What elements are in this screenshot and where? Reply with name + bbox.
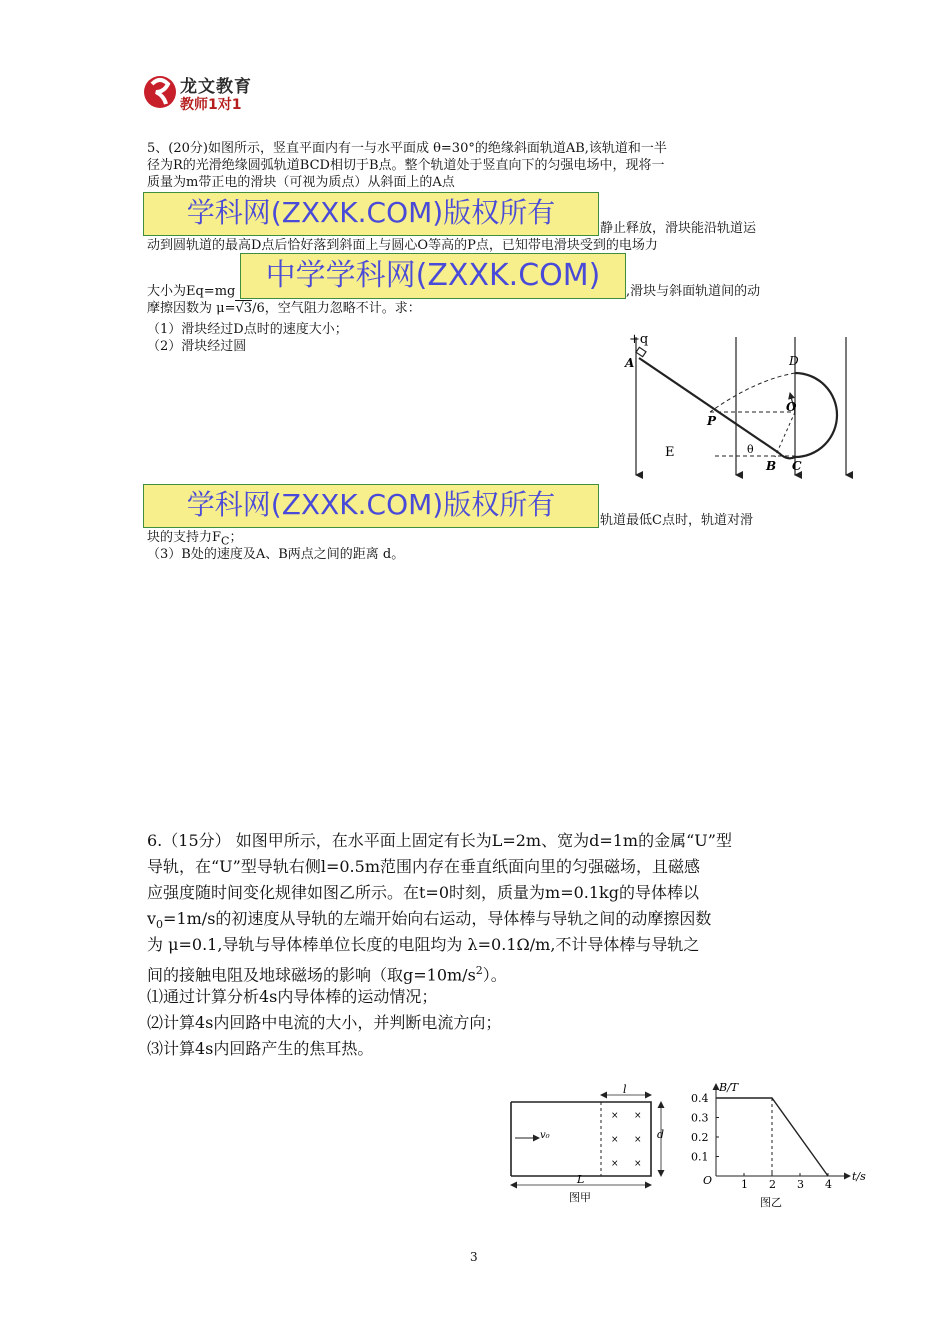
x-tick-label: 1	[741, 1178, 748, 1191]
logo-mark-icon	[142, 70, 178, 114]
logo-name: 龙文教育	[180, 77, 252, 97]
q6-line-3: 应强度随时间变化规律如图乙所示。在t=0时刻，质量为m=0.1kg的导体棒以	[147, 883, 699, 902]
point-a-label: A	[625, 356, 635, 370]
l-label: l	[623, 1083, 627, 1096]
field-marks	[611, 1111, 642, 1169]
angle-theta-label: θ	[747, 443, 754, 456]
q5-line-6-tail: ,滑块与斜面轨道间的动	[626, 284, 761, 299]
field-mark: ×	[611, 1135, 619, 1145]
q5-sub-2-head: （2）滑块经过圆	[147, 339, 247, 354]
q6-line-4: $v_0=1m/s$的初速度从导轨的左端开始向右运动，导体棒与导轨之间的动摩擦因数	[147, 909, 712, 932]
dashed-radius	[775, 412, 795, 457]
q5-line-6-head: 大小为Eq=mg	[147, 284, 236, 299]
q6-line-5: 为 μ=0.1,导轨与导体棒单位长度的电阻均为 λ=0.1Ω/m,不计导体棒与导轨之	[147, 935, 700, 954]
u-rail	[511, 1102, 651, 1176]
q5-sub-3: （3）B处的速度及A、B两点之间的距离 d。	[147, 547, 405, 562]
point-d-label: D	[789, 354, 799, 368]
v0-label: v₀	[540, 1130, 550, 1141]
q5-line-7: 摩擦因数为 μ=√3/6，空气阻力忽略不计。求：	[147, 301, 421, 316]
figure-jia	[505, 1080, 680, 1210]
origin-label: O	[703, 1174, 713, 1187]
q5-line-8-tail: 轨道最低C点时，轨道对滑	[600, 513, 753, 528]
q6-item-2: ⑵计算4s内回路中电流的大小，并判断电流方向；	[147, 1013, 502, 1032]
y-tick-label: 0.1	[691, 1150, 709, 1164]
q6-item-3: ⑶计算4s内回路产生的焦耳热。	[147, 1039, 374, 1058]
x-tick-label: 3	[797, 1178, 804, 1191]
y-tick-label: 0.4	[691, 1092, 709, 1105]
q5-line-9: 块的支持力$F_C$；	[147, 530, 243, 548]
d-label: d	[657, 1128, 665, 1141]
x-tick-label: 4	[825, 1178, 832, 1191]
y-tick-label: 0.3	[691, 1111, 709, 1125]
incline-track	[639, 358, 779, 453]
q6-item-1: ⑴通过计算分析4s内导体棒的运动情况；	[147, 987, 438, 1006]
field-mark: ×	[634, 1159, 642, 1169]
field-mark: ×	[611, 1111, 619, 1121]
x-tick-label: 2	[769, 1178, 776, 1191]
watermark-2: 中学学科网(ZXXK.COM)	[240, 253, 626, 299]
logo	[142, 70, 262, 114]
figure-yi-chart	[690, 1078, 870, 1213]
field-mark: ×	[634, 1111, 642, 1121]
point-c-label: C	[792, 459, 802, 473]
q6-line-6: 间的接触电阻及地球磁场的影响（取$g=10m/s^2$）。	[147, 964, 507, 985]
point-o-label: O	[786, 400, 797, 414]
projectile-path	[710, 373, 795, 412]
watermark-1: 学科网(ZXXK.COM)版权所有	[143, 192, 599, 236]
watermark-3: 学科网(ZXXK.COM)版权所有	[143, 484, 599, 528]
y-axis-label: B/T	[719, 1081, 739, 1094]
q5-sub-1: （1）滑块经过D点时的速度大小；	[147, 322, 348, 337]
figure-jia-caption: 图甲	[569, 1191, 591, 1204]
q5-line-3: 质量为m带正电的滑块（可视为质点）从斜面上的A点	[147, 175, 455, 190]
figure-yi-caption: 图乙	[760, 1196, 782, 1209]
q6-line-1: 6.（15分） 如图甲所示，在水平面上固定有长为L=2m、宽为d=1m的金属“U”型	[147, 831, 732, 850]
logo-tagline: 教师1对1	[180, 97, 242, 113]
point-b-label: B	[766, 459, 777, 473]
y-tick-label: 0.2	[691, 1131, 709, 1144]
q5-line-2: 径为R的光滑绝缘圆弧轨道BCD相切于B点。整个轨道处于竖直向下的匀强电场中，现将一	[147, 158, 665, 173]
q5-line-5: 动到圆轨道的最高D点后恰好落到斜面上与圆心O等高的P点，已知带电滑块受到的电场力	[147, 238, 658, 253]
point-p-label: P	[707, 414, 717, 428]
L-label: L	[577, 1173, 585, 1186]
q5-line-4-tail: 静止释放，滑块能沿轨道运	[600, 221, 757, 236]
field-mark: ×	[611, 1159, 619, 1169]
charge-label: +q	[629, 332, 649, 347]
page-number: 3	[470, 1250, 478, 1264]
q5-line-1: 5、(20分)如图所示，竖直平面内有一与水平面成 θ=30°的绝缘斜面轨道AB,该轨道和一半	[147, 141, 667, 156]
field-e-label: E	[665, 445, 675, 460]
semicircle-track	[795, 373, 837, 457]
slider-block	[636, 347, 646, 356]
q5-figure	[615, 325, 855, 490]
field-mark: ×	[634, 1135, 642, 1145]
x-axis-label: t/s	[852, 1170, 866, 1183]
q6-line-2: 导轨，在“U”型导轨右侧l=0.5m范围内存在垂直纸面向里的匀强磁场，且磁感	[147, 857, 700, 876]
